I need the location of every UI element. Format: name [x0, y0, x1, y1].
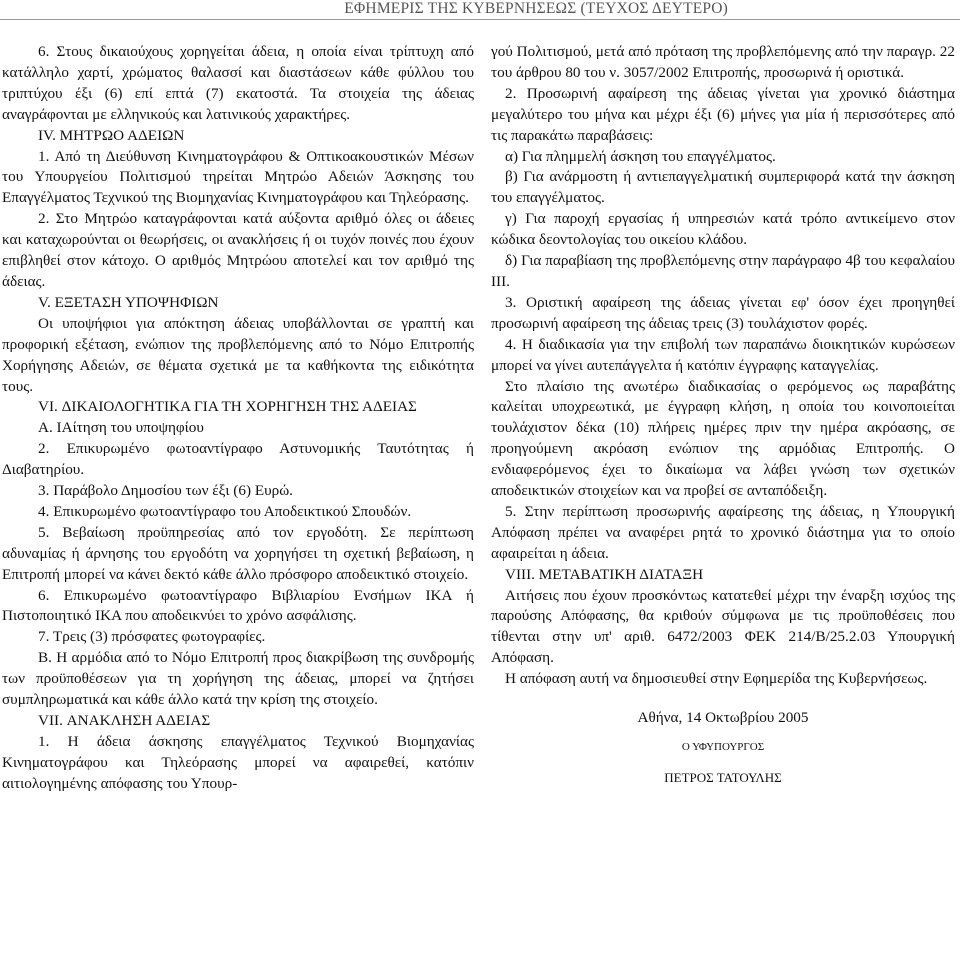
- paragraph: 2. Προσωρινή αφαίρεση της άδειας γίνεται για χρονικό διάστημα μεγαλύτερο του μήνα και μέχρι έξι (6) μήνες για μία ή περισσότερες από τις παρακάτω παραβάσεις:: [491, 84, 955, 144]
- paragraph: 1. Η άδεια άσκησης επαγγέλματος Τεχνικού Βιομηχανίας Κινηματογράφου και Τηλεόρασης μπορεί να αφαιρεθεί, κατόπιν αιτιολογημένης απόφασης του Υπουρ-: [2, 732, 474, 792]
- paragraph: 3. Οριστική αφαίρεση της άδειας γίνεται εφ' όσον έχει προηγηθεί προσωρινή αφαίρεση της άδειας τρεις (3) τουλάχιστον φορές.: [491, 293, 955, 332]
- section-heading: V. ΕΞΕΤΑΣΗ ΥΠΟΨΗΦΙΩΝ: [38, 293, 219, 311]
- paragraph: 5. Στην περίπτωση προσωρινής αφαίρεσης της άδειας, η Υπουργική Απόφαση πρέπει να αναφέρει ρητά το χρονικό διάστημα για το οποίο αφαιρείται η άδεια.: [491, 502, 955, 562]
- left-column: [2, 42, 474, 795]
- list-item: α) Για πλημμελή άσκηση του επαγγέλματος.: [505, 147, 776, 165]
- signature-date: Αθήνα, 14 Οκτωβρίου 2005: [637, 709, 809, 727]
- section-heading: VIII. ΜΕΤΑΒΑΤΙΚΗ ΔΙΑΤΑΞΗ: [505, 565, 704, 583]
- paragraph: Η απόφαση αυτή να δημοσιευθεί στην Εφημερίδα της Κυβερνήσεως.: [505, 670, 928, 688]
- list-item: δ) Για παραβίαση της προβλεπόμενης στην παράγραφο 4β του κεφαλαίου ΙΙΙ.: [491, 252, 955, 290]
- signature-name: ΠΕΤΡΟΣ ΤΑΤΟΥΛΗΣ: [664, 769, 782, 785]
- section-heading: VI. ΔΙΚΑΙΟΛΟΓΗΤΙΚΑ ΓΙΑ ΤΗ ΧΟΡΗΓΗΣΗ ΤΗΣ ΑΔΕΙΑΣ: [38, 398, 417, 416]
- list-item: 7. Τρεις (3) πρόσφατες φωτογραφίες.: [38, 628, 266, 646]
- paragraph: 6. Στους δικαιούχους χορηγείται άδεια, η οποία είναι τρίπτυχη από κατάλληλο χαρτί, χρώματος θαλασσί και διαστάσεων κάθε φύλλου του τριπτύχου έξι (6) επί επτά (7) εκατοστά. Τα στοιχεία της άδειας αναγράφονται με ελληνικούς και λατινικούς χαρακτήρες.: [2, 43, 474, 123]
- list-item: β) Για ανάρμοστη ή αντιεπαγγελματική συμπεριφορά κατά την άσκηση του επαγγέλματος.: [491, 168, 955, 207]
- list-item: 2. Επικυρωμένο φωτοαντίγραφο Αστυνομικής Ταυτότητας ή Διαβατηρίου.: [2, 440, 474, 479]
- page-header: [0, 0, 960, 18]
- list-item: 6. Επικυρωμένο φωτοαντίγραφο Βιβλιαρίου Ενσήμων ΙΚΑ ή Πιστοποιητικό ΙΚΑ που αποδεικνύει το χρόνο ασφάλισης.: [2, 586, 474, 625]
- list-item: 3. Παράβολο Δημοσίου των έξι (6) Ευρώ.: [38, 482, 293, 500]
- right-column: [491, 42, 955, 789]
- paragraph: Στο πλαίσιο της ανωτέρω διαδικασίας ο φερόμενος ως παραβάτης καλείται υποχρεωτικά, με έγγραφη κλήση, η οποία του κοινοποιείται τουλάχιστον δέκα (10) πλήρεις ημέρες πριν την ημέρα ακρόασης, σε προηγούμενη ακρόαση ενώπιον της αρμόδιας Επιτροπής. Ο ενδιαφερόμενος έχει το δικαίωμα να λάβει γνώση των σχετικών αποδεικτικών στοιχείων και να προβεί σε ανταπόδειξη.: [491, 377, 955, 500]
- section-heading: VII. ΑΝΑΚΛΗΣΗ ΑΔΕΙΑΣ: [38, 712, 211, 729]
- paragraph: Αιτήσεις που έχουν προσκόντως κατατεθεί μέχρι την έναρξη ισχύος της παρούσης Απόφασης, θα κριθούν σύμφωνα με τις προϋποθέσεις που τίθενται στην υπ' αριθ. 6472/2003 ΦΕΚ 214/Β/25.2.03 Υπουργική Απόφαση.: [491, 586, 955, 667]
- signature-role: Ο ΥΦΥΠΟΥΡΓΟΣ: [681, 741, 765, 753]
- paragraph: 1. Από τη Διεύθυνση Κινηματογράφου & Οπτικοακουστικών Μέσων του Υπουργείου Πολιτισμού τηρείται Μητρώο Αδειών Άσκησης του Επαγγέλματος Τεχνικού της Βιομηχανίας Κινηματογράφου και Τηλεόρασης.: [2, 147, 474, 207]
- list-item: 4. Επικυρωμένο φωτοαντίγραφο του Αποδεικτικού Σπουδών.: [38, 502, 412, 520]
- paragraph: 4. Η διαδικασία για την επιβολή των παραπάνω διοικητικών κυρώσεων μπορεί να γίνει αυτεπάγγελτα ή κατόπιν έγγραφης καταγγελίας.: [491, 335, 955, 374]
- subsection-heading: Α. ΙΑίτηση του υποψηφίου: [38, 419, 204, 437]
- paragraph: 2. Στο Μητρώο καταγράφονται κατά αύξοντα αριθμό όλες οι άδειες και καταχωρούνται οι θεωρήσεις, οι ανακλήσεις ή οι τυχόν ποινές που έχουν επιβληθεί στον κάτοχο. Ο αριθμός Μητρώου αποτελεί και τον αριθμό της άδειας.: [2, 210, 474, 290]
- list-item: γ) Για παροχή εργασίας ή υπηρεσιών κατά τρόπο αντικείμενο στον κώδικα δεοντολογίας του οικείου κλάδου.: [491, 210, 955, 249]
- paragraph: Β. Η αρμόδια από το Νόμο Επιτροπή προς διακρίβωση της συνδρομής των προϋποθέσεων για τη χορήγηση της άδειας, μπορεί να ζητήσει συμπληρωματικά και κάθε άλλο κατά την κρίση της στοιχείο.: [2, 649, 474, 709]
- paragraph: Οι υποψήφιοι για απόκτηση άδειας υποβάλλονται σε γραπτή και προφορική εξέταση, ενώπιον της προβλεπόμενης από το Νόμο Επιτροπής Χορήγησης Αδειών, σε θέματα σχετικά με τα καθήκοντα της ειδικότητα τους.: [2, 314, 474, 395]
- paragraph-continued: γού Πολιτισμού, μετά από πρόταση της προβλεπόμενης από την παραγρ. 22 του άρθρου 80 του ν. 3057/2002 Επιτροπής, προσωρινά ή οριστικά.: [491, 43, 955, 81]
- list-item: 5. Βεβαίωση προϋπηρεσίας από τον εργοδότη. Σε περίπτωση αδυναμίας ή άρνησης του εργοδότη να χορηγήσει τη σχετική βεβαίωση, η Επιτροπή μπορεί να κάνει δεκτό κάθε άλλο πρόσφορο αποδεικτικό στοιχείο.: [2, 523, 474, 583]
- header-rule: [0, 19, 960, 20]
- gazette-header-title: ΕΦΗΜΕΡΙΣ ΤΗΣ ΚΥΒΕΡΝΗΣΕΩΣ (ΤΕΥΧΟΣ ΔΕΥΤΕΡΟ): [344, 0, 728, 17]
- section-heading: IV. ΜΗΤΡΩΟ ΑΔΕΙΩΝ: [38, 126, 185, 144]
